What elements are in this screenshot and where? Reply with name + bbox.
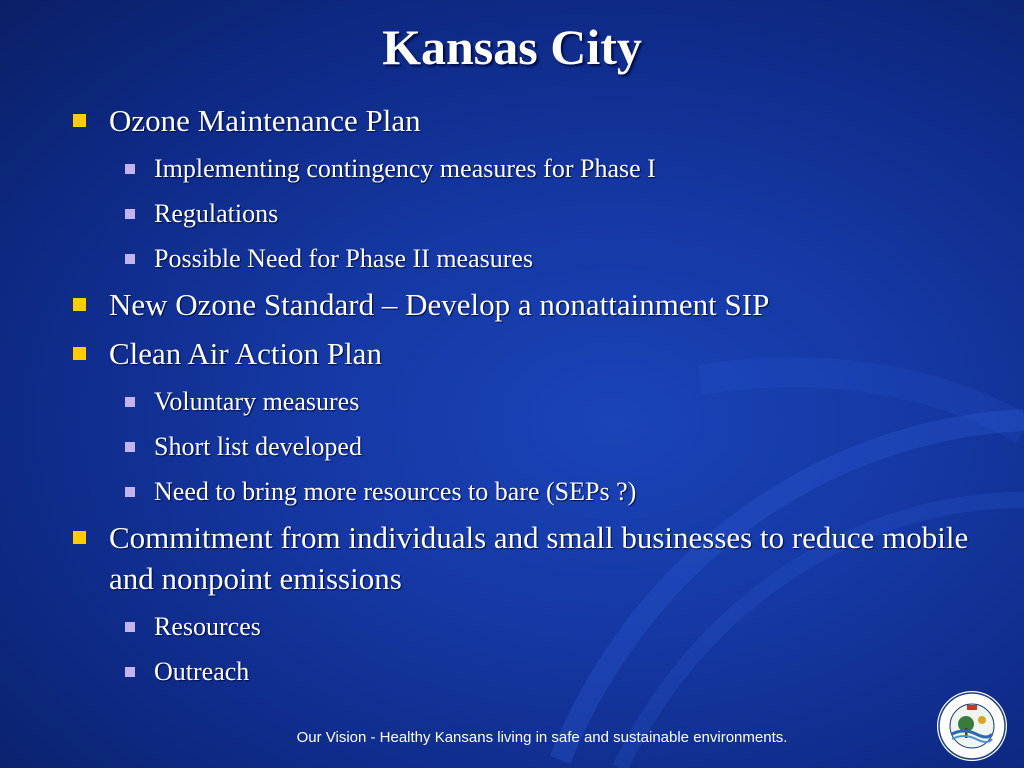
bullet-item [70, 100, 970, 141]
bullet-text: Commitment from individuals and small businesses to reduce mobile and nonpoint emissions [109, 520, 969, 596]
bullet-item [70, 333, 970, 374]
square-bullet-icon [125, 622, 135, 632]
square-bullet-icon [125, 209, 135, 219]
bullet-text: New Ozone Standard – Develop a nonattainment SIP [109, 287, 770, 322]
square-bullet-icon [125, 254, 135, 264]
bullet-text: Clean Air Action Plan [109, 336, 382, 371]
square-bullet-icon [73, 347, 86, 360]
bullet-text: Ozone Maintenance Plan [109, 103, 421, 138]
footer-vision: Our Vision - Healthy Kansans living in safe and sustainable environments. [296, 729, 788, 746]
sub-bullet-item [70, 241, 970, 276]
square-bullet-icon [125, 397, 135, 407]
sub-bullet-item [70, 654, 970, 689]
sub-bullet-item [70, 384, 970, 419]
sub-bullet-text: Voluntary measures [154, 387, 360, 416]
slide-title: Kansas City [382, 19, 642, 75]
sub-bullet-text: Short list developed [154, 432, 362, 461]
square-bullet-icon [73, 114, 86, 127]
sub-bullet-item [70, 474, 970, 509]
square-bullet-icon [125, 164, 135, 174]
square-bullet-icon [73, 531, 86, 544]
sub-bullet-text: Possible Need for Phase II measures [154, 244, 534, 273]
sub-bullet-item [70, 609, 970, 644]
bullet-item [70, 517, 970, 599]
sub-bullet-text: Outreach [154, 657, 250, 686]
sub-bullet-text: Need to bring more resources to bare (SEPs ?) [154, 477, 637, 506]
kdhe-seal-icon [936, 690, 1008, 762]
sub-bullet-item [70, 429, 970, 464]
sub-bullet-text: Resources [154, 612, 261, 641]
sub-bullet-item [70, 196, 970, 231]
sub-bullet-text: Implementing contingency measures for Phase I [154, 154, 656, 183]
sub-bullet-item [70, 151, 970, 186]
sub-bullet-text: Regulations [154, 199, 279, 228]
bullet-list [70, 100, 970, 689]
square-bullet-icon [125, 487, 135, 497]
square-bullet-icon [125, 442, 135, 452]
bullet-item [70, 284, 970, 325]
square-bullet-icon [125, 667, 135, 677]
square-bullet-icon [73, 298, 86, 311]
